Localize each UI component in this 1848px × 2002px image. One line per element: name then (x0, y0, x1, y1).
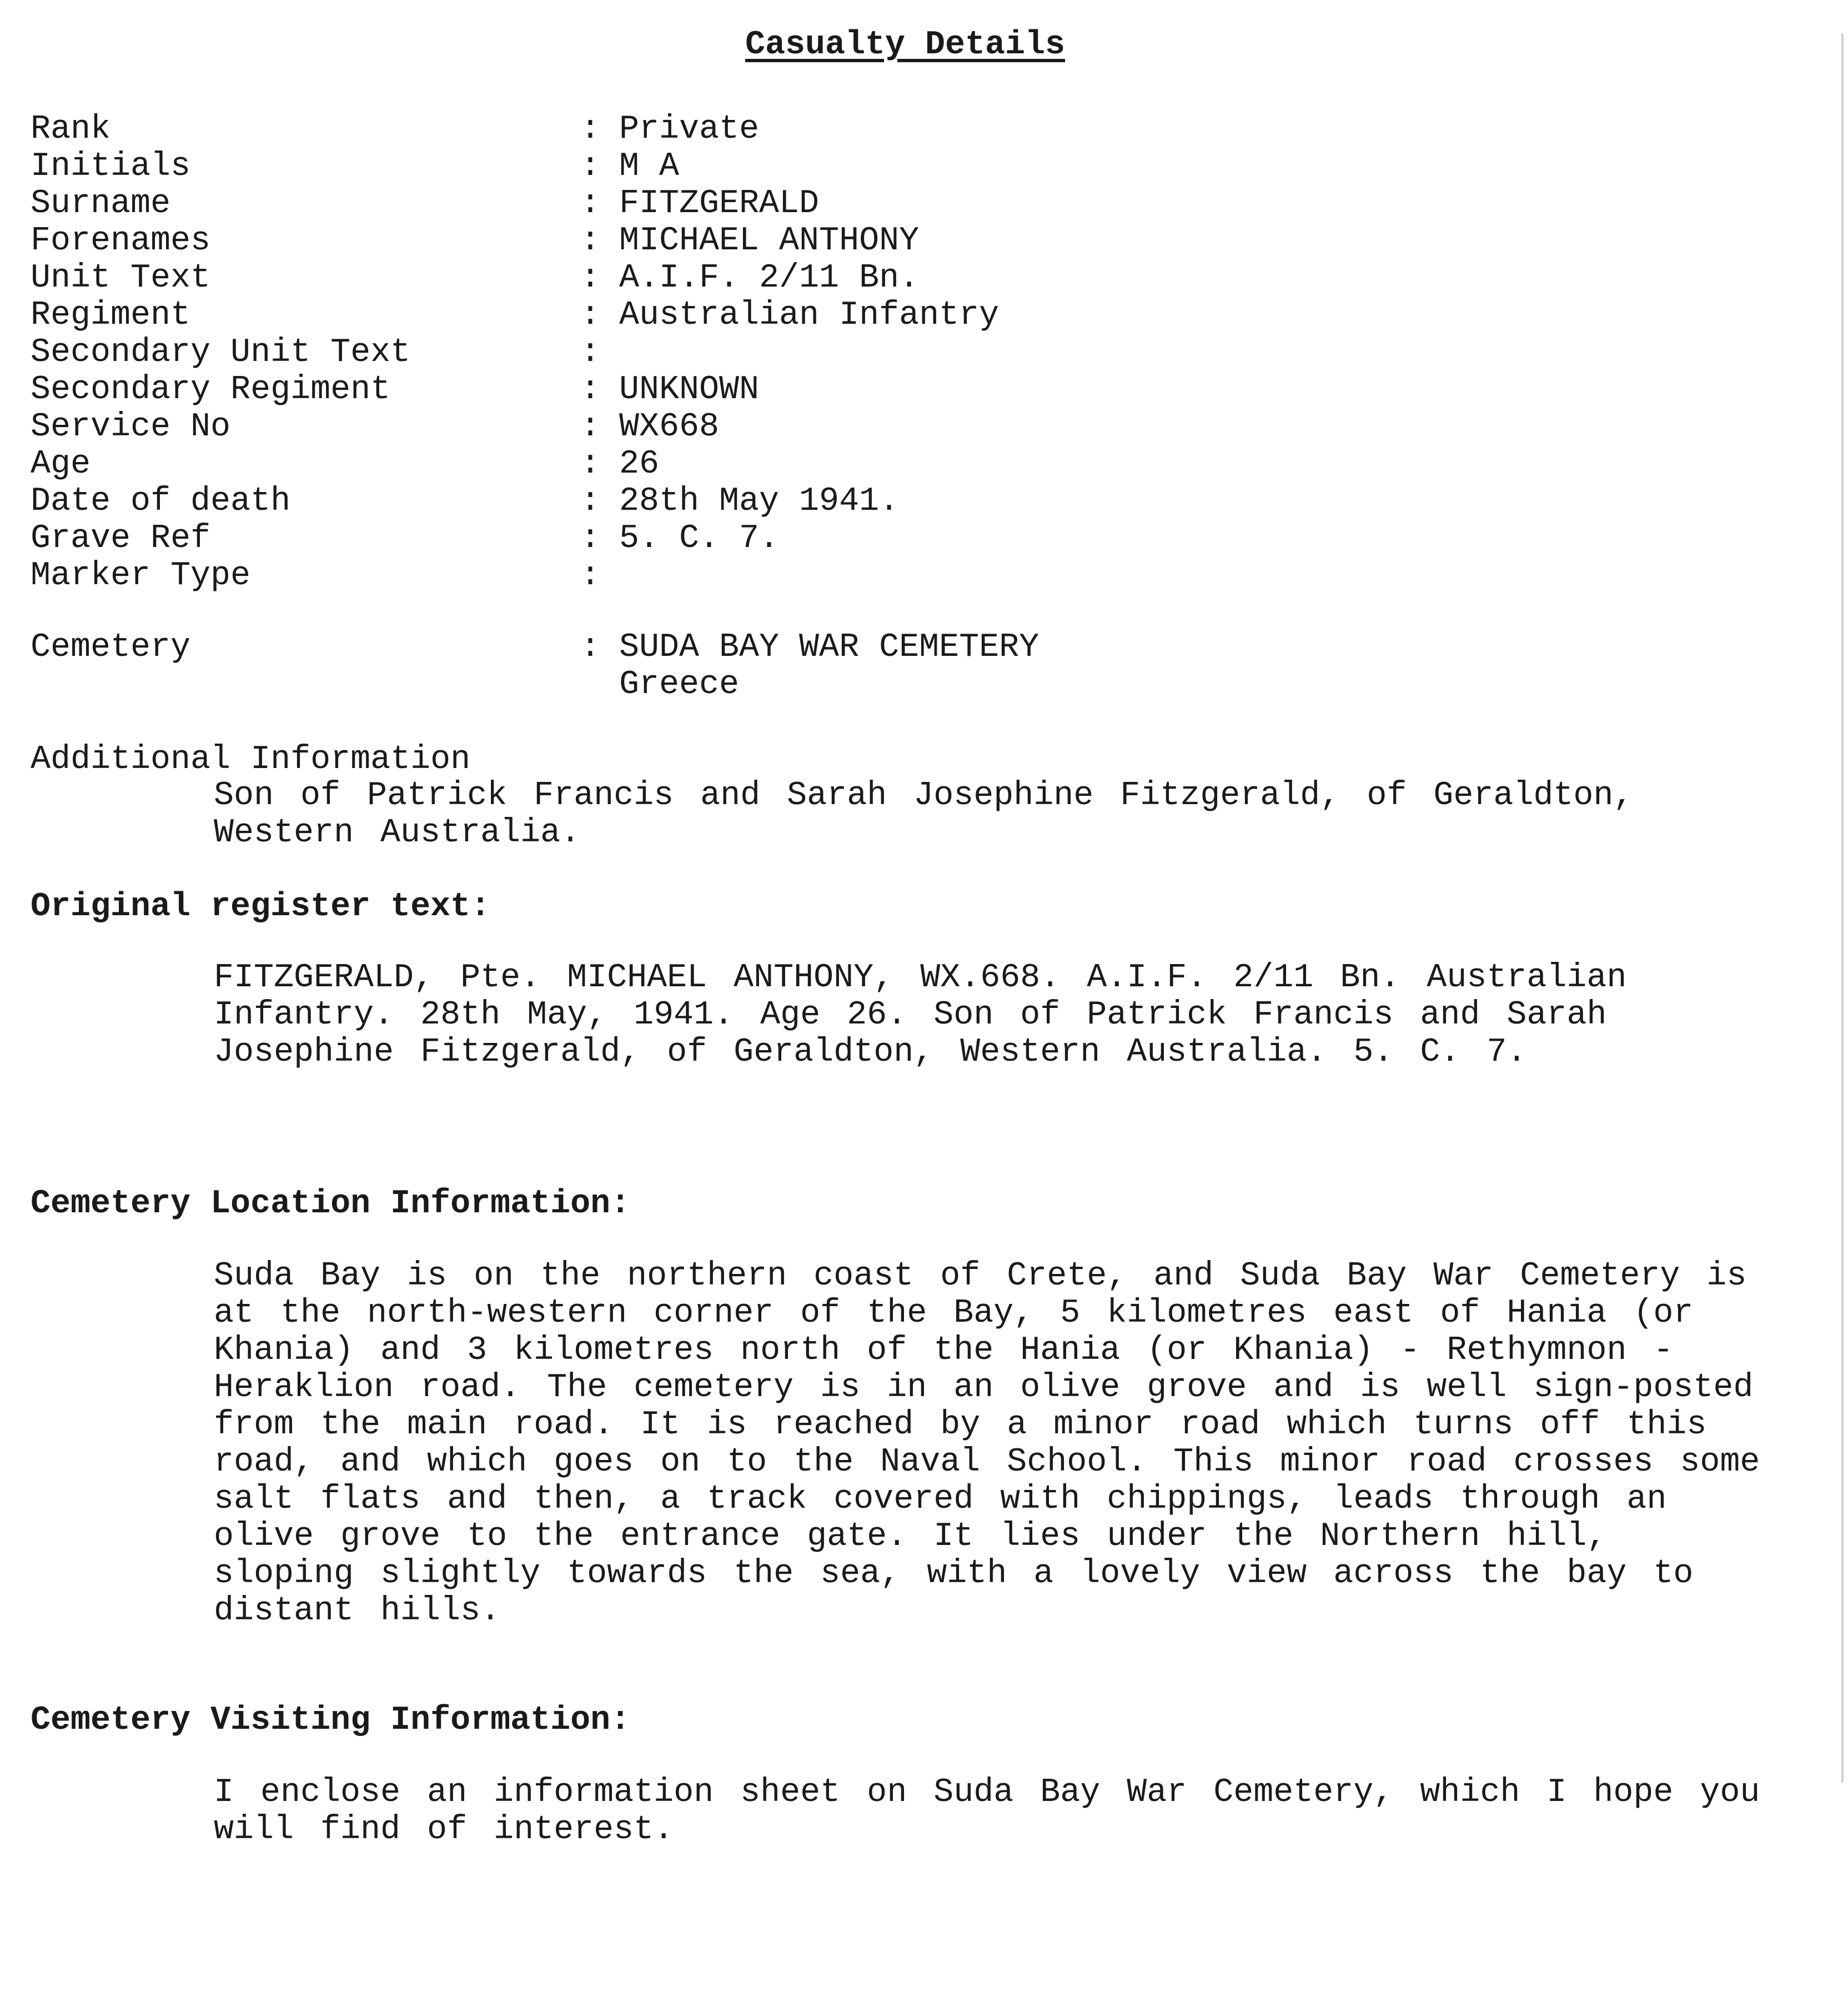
field-value: UNKNOWN (619, 371, 760, 409)
location-information-text: Suda Bay is on the northern coast of Crete, and Suda Bay War Cemetery is at the north-western corner of the Bay, 5 kilometres east of Hania (or Khania) and 3 kilometres north of the Hania (or Khania) - Rethymnon - Heraklion road. The cemetery is in an olive grove and is well sign-posted from the main road. It is reached by a minor road which turns off this road, and which goes on to the Naval School. This minor road crosses some salt flats and then, a track covered with chippings, leads through an olive grove to the entrance gate. It lies under the Northern hill, sloping slightly towards the sea, with a lovely view across the bay to distant hills. (214, 1257, 1760, 1630)
field-separator: : (580, 148, 601, 185)
field-separator: : (580, 334, 601, 372)
additional-information-text: Son of Patrick Francis and Sarah Josephine Fitzgerald, of Geraldton, Western Australia. (214, 777, 1634, 852)
field-label: Date of death (31, 483, 291, 520)
field-separator: : (580, 445, 601, 483)
field-value: 5. C. 7. (619, 520, 780, 558)
original-register-text: FITZGERALD, Pte. MICHAEL ANTHONY, WX.668. A.I.F. 2/11 Bn. Australian Infantry. 28th May, 1941. Age 26. Son of Patrick Francis and Sarah Josephine Fitzgerald, of Geraldton, Western Australia. 5. C. 7. (214, 959, 1627, 1071)
page-edge-shadow (1841, 33, 1844, 1783)
cemetery-name: SUDA BAY WAR CEMETERY (619, 629, 1040, 666)
field-label: Surname (31, 185, 171, 223)
location-information-heading: Cemetery Location Information: (31, 1185, 631, 1223)
cemetery-value (619, 629, 1039, 704)
field-value: Australian Infantry (619, 297, 1000, 334)
field-label: Unit Text (31, 259, 211, 297)
field-label: Cemetery (31, 629, 191, 666)
page-title: Casualty Details (745, 26, 1066, 64)
field-separator: : (580, 259, 601, 297)
field-label: Regiment (31, 297, 191, 334)
field-value: 26 (619, 445, 660, 483)
field-separator: : (580, 483, 601, 520)
field-row-cemetery (31, 629, 1039, 704)
field-row-unit-text (31, 260, 1039, 297)
field-value: FITZGERALD (619, 185, 820, 223)
additional-information-heading: Additional Information (31, 741, 471, 779)
field-separator: : (580, 629, 601, 666)
field-label: Rank (31, 111, 111, 148)
field-value: Private (619, 111, 760, 148)
field-row-grave-ref (31, 520, 1039, 558)
field-label: Secondary Regiment (31, 371, 391, 409)
original-register-heading: Original register text: (31, 888, 491, 926)
field-label: Marker Type (31, 557, 251, 595)
field-value: MICHAEL ANTHONY (619, 222, 920, 260)
field-label: Forenames (31, 222, 211, 260)
visiting-information-heading: Cemetery Visiting Information: (31, 1702, 631, 1739)
field-value: WX668 (619, 408, 720, 446)
field-label: Secondary Unit Text (31, 334, 411, 372)
field-value: M A (619, 148, 680, 185)
field-row-surname (31, 185, 1039, 223)
field-separator: : (580, 520, 601, 558)
field-row-age (31, 446, 1039, 483)
field-row-service-no (31, 409, 1039, 446)
field-separator: : (580, 371, 601, 409)
field-separator: : (580, 557, 601, 595)
field-label: Age (31, 445, 91, 483)
field-label: Initials (31, 148, 191, 185)
field-separator: : (580, 111, 601, 148)
field-value: 28th May 1941. (619, 483, 900, 520)
field-row-regiment (31, 297, 1039, 334)
field-value: A.I.F. 2/11 Bn. (619, 259, 920, 297)
field-separator: : (580, 222, 601, 260)
field-separator: : (580, 297, 601, 334)
field-row-initials (31, 148, 1039, 185)
field-row-date-of-death (31, 483, 1039, 520)
visiting-information-text: I enclose an information sheet on Suda Bay War Cemetery, which I hope you will find of interest. (214, 1774, 1760, 1849)
field-row-secondary-unit-text (31, 334, 1039, 372)
field-row-forenames (31, 223, 1039, 260)
field-row-marker-type (31, 558, 1039, 595)
field-label: Grave Ref (31, 520, 211, 558)
field-separator: : (580, 408, 601, 446)
casualty-fields (31, 111, 1039, 704)
field-separator: : (580, 185, 601, 223)
field-row-rank (31, 111, 1039, 148)
field-row-secondary-regiment (31, 372, 1039, 409)
field-label: Service No (31, 408, 231, 446)
cemetery-country: Greece (619, 666, 740, 704)
